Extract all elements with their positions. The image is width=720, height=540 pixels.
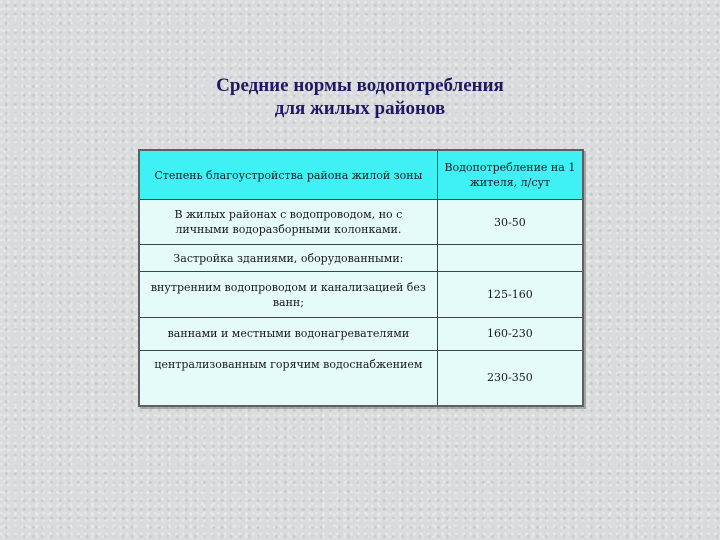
- title-line-2: для жилых районов: [274, 98, 446, 119]
- table-row: [139, 317, 583, 350]
- row-value: 230-350: [437, 350, 583, 406]
- table-header-row: [139, 150, 583, 200]
- row-value: 30-50: [437, 200, 583, 245]
- row-label: В жилых районах с водопроводом, но с личными водоразборными колонками.: [139, 200, 437, 245]
- table-row: [139, 350, 583, 406]
- header-cell-water-consumption: Водопотребление на 1 жителя, л/сут: [437, 150, 583, 200]
- header-cell-improvement-degree: Степень благоустройства района жилой зоны: [139, 150, 437, 200]
- row-label: внутренним водопроводом и канализацией без ванн;: [139, 272, 437, 317]
- row-value: 125-160: [437, 272, 583, 317]
- row-label: Застройка зданиями, оборудованными:: [139, 245, 437, 272]
- row-label: централизованным горячим водоснабжением: [139, 350, 437, 406]
- table-row: [139, 200, 583, 245]
- table-row: [139, 245, 583, 272]
- water-consumption-table: [138, 149, 584, 407]
- row-value: 160-230: [437, 317, 583, 350]
- title-line-1: Средние нормы водопотребления: [216, 75, 504, 96]
- row-label: ваннами и местными водонагревателями: [139, 317, 437, 350]
- table-row: [139, 272, 583, 317]
- row-value: [437, 245, 583, 272]
- slide-title: [0, 74, 720, 120]
